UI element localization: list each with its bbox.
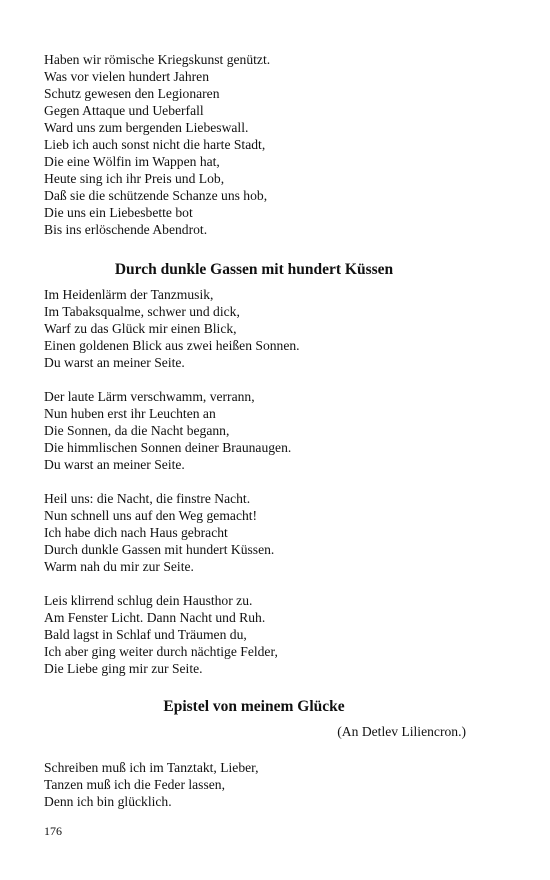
verse-line: Ward uns zum bergenden Liebeswall.: [44, 120, 249, 135]
verse-line: Die Liebe ging mir zur Seite.: [44, 661, 203, 676]
verse-line: Du warst an meiner Seite.: [44, 355, 185, 370]
verse-line: Daß sie die schützende Schanze uns hob,: [44, 188, 268, 203]
verse-line: Im Heidenlärm der Tanzmusik,: [44, 287, 214, 302]
verse-line: Haben wir römische Kriegskunst genützt.: [44, 52, 271, 67]
verse-line: Warm nah du mir zur Seite.: [44, 559, 194, 574]
verse-line: Am Fenster Licht. Dann Nacht und Ruh.: [44, 610, 266, 625]
verse-line: Gegen Attaque und Ueberfall: [44, 103, 204, 118]
verse-line: Was vor vielen hundert Jahren: [44, 69, 209, 84]
verse-line: Der laute Lärm verschwamm, verrann,: [44, 389, 255, 404]
poem-title: Epistel von meinem Glücke: [163, 698, 345, 715]
verse-line: Die himmlischen Sonnen deiner Braunaugen.: [44, 440, 292, 455]
verse-line: Warf zu das Glück mir einen Blick,: [44, 321, 237, 336]
verse-line: Tanzen muß ich die Feder lassen,: [44, 777, 225, 792]
verse-line: Schreiben muß ich im Tanztakt, Lieber,: [44, 760, 259, 775]
verse-line: Die Sonnen, da die Nacht begann,: [44, 423, 230, 438]
verse-line: Denn ich bin glücklich.: [44, 794, 172, 809]
verse-line: Durch dunkle Gassen mit hundert Küssen.: [44, 542, 275, 557]
verse-line: Heil uns: die Nacht, die finstre Nacht.: [44, 491, 251, 506]
verse-line: Heute sing ich ihr Preis und Lob,: [44, 171, 225, 186]
verse-line: Die eine Wölfin im Wappen hat,: [44, 154, 220, 169]
verse-line: Leis klirrend schlug dein Hausthor zu.: [44, 593, 253, 608]
page-number: 176: [44, 824, 62, 838]
verse-line: Du warst an meiner Seite.: [44, 457, 185, 472]
verse-line: Bis ins erlöschende Abendrot.: [44, 222, 208, 237]
verse-line: Ich habe dich nach Haus gebracht: [44, 525, 228, 540]
verse-line: Lieb ich auch sonst nicht die harte Stadt,: [44, 137, 266, 152]
poem-title: Durch dunkle Gassen mit hundert Küssen: [114, 261, 394, 278]
verse-line: Bald lagst in Schlaf und Träumen du,: [44, 627, 247, 642]
verse-line: Die uns ein Liebesbette bot: [44, 205, 193, 220]
verse-line: Ich aber ging weiter durch nächtige Felder,: [44, 644, 278, 659]
verse-line: Nun schnell uns auf den Weg gemacht!: [44, 508, 258, 523]
dedication: (An Detlev Liliencron.): [337, 724, 466, 739]
verse-line: Schutz gewesen den Legionaren: [44, 86, 220, 101]
verse-line: Einen goldenen Blick aus zwei heißen Sonnen.: [44, 338, 300, 353]
verse-line: Im Tabaksqualme, schwer und dick,: [44, 304, 240, 319]
verse-line: Nun huben erst ihr Leuchten an: [44, 406, 216, 421]
